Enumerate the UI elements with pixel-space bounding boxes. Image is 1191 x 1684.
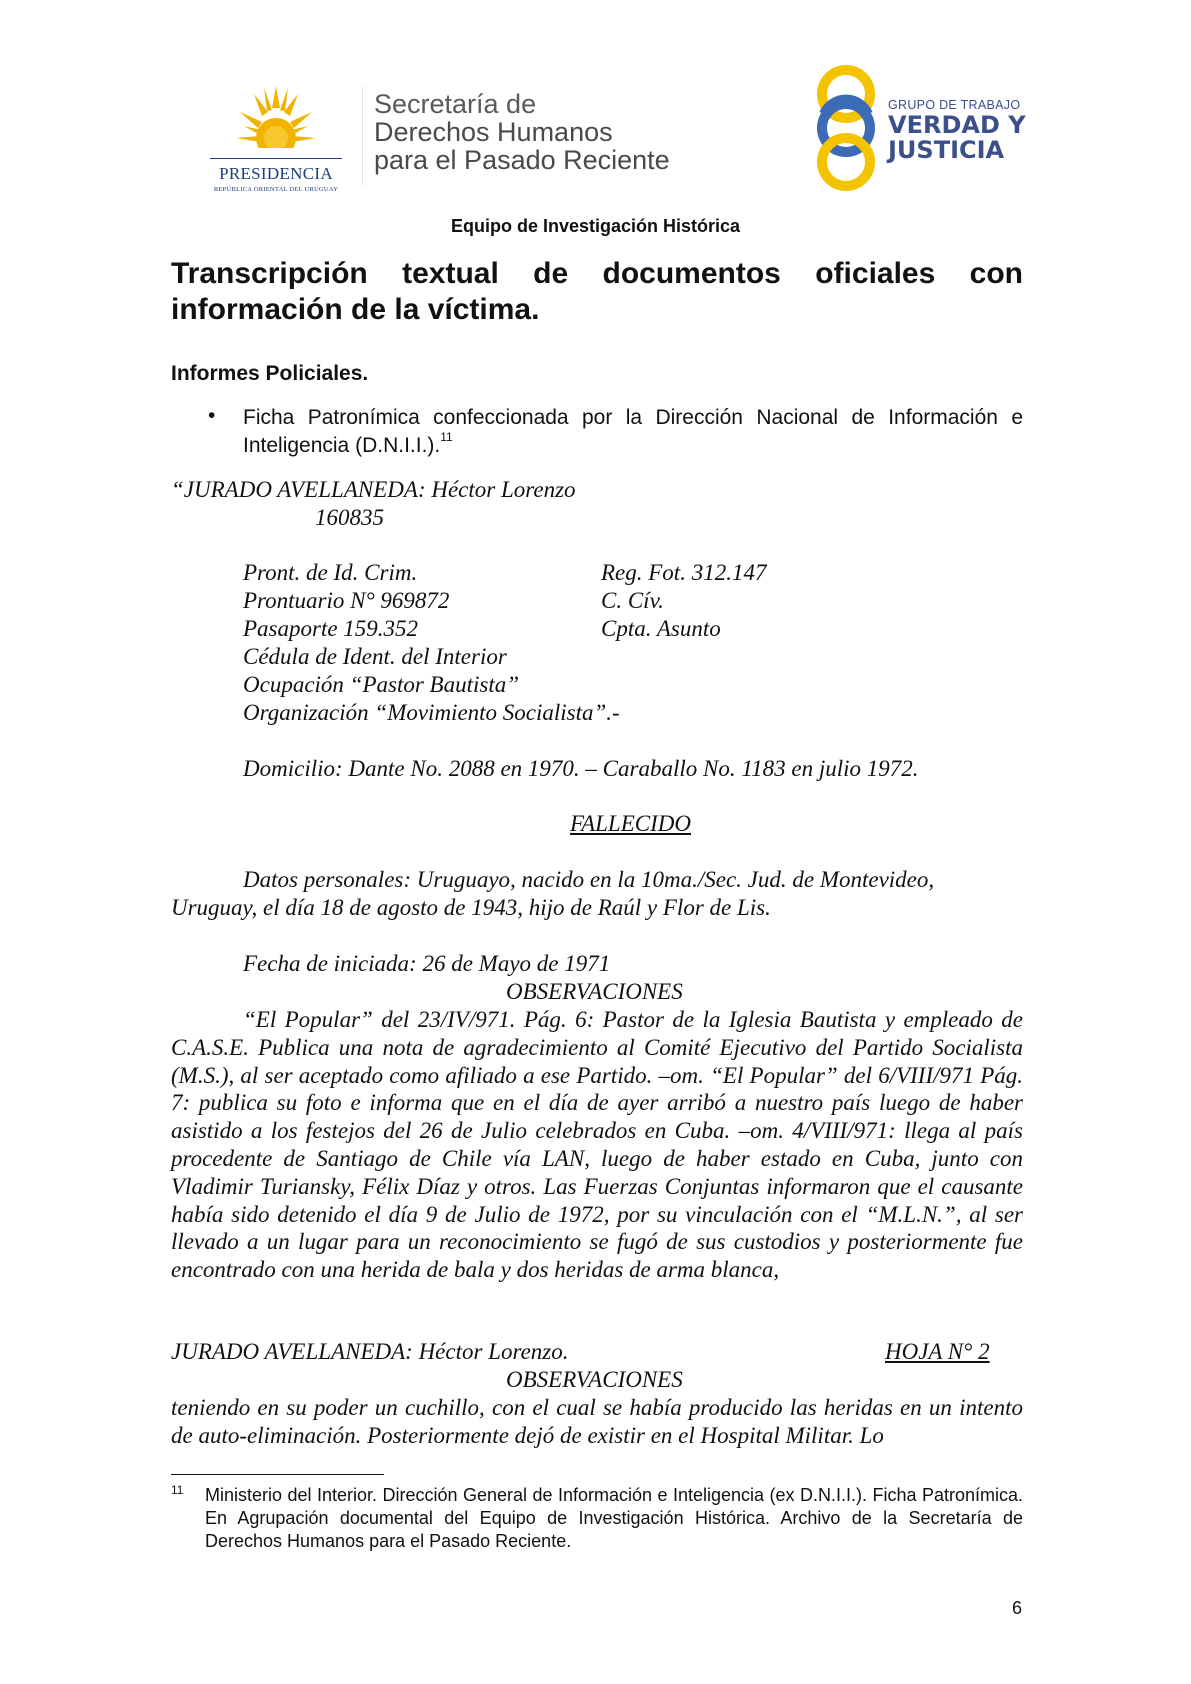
- observaciones-heading: OBSERVACIONES: [506, 979, 683, 1004]
- justicia-line: JUSTICIA: [888, 136, 1005, 164]
- observaciones-text-2: teniendo en su poder un cuchillo, con el cual se había producido las heridas en un intento de auto-eliminación. Posteriormente dejó de existir en el Hospital Militar. Lo: [171, 1395, 1023, 1448]
- hoja-number: HOJA N° 2: [885, 1339, 990, 1364]
- document-title: Transcripción textual de documentos oficiales con información de la víctima.: [171, 257, 1023, 326]
- footnote-ref: 11: [440, 430, 453, 444]
- team-heading: Equipo de Investigación Histórica: [450, 216, 741, 236]
- bullet-item: [243, 404, 1023, 460]
- section-heading: Informes Policiales.: [171, 362, 369, 385]
- presidencia-word: PRESIDENCIA: [219, 164, 333, 183]
- record-name: “JURADO AVELLANEDA: Héctor Lorenzo: [171, 477, 576, 502]
- domicilio: Domicilio: Dante No. 2088 en 1970. – Caraballo No. 1183 en julio 1972.: [243, 756, 919, 781]
- presidencia-divider: [210, 158, 342, 159]
- bullet-marker: •: [208, 404, 216, 427]
- rings-icon: [810, 64, 882, 192]
- verdad-justicia-label: [888, 113, 1026, 163]
- datos-line-1: Datos personales: Uruguayo, nacido en la 10ma./Sec. Jud. de Montevideo,: [243, 867, 935, 892]
- footnote-text: Ministerio del Interior. Dirección General de Información e Inteligencia (ex D.N.I.I.). Ficha Patronímica. En Agrupación documental del Equipo de Investigación Histórica. Archivo de la Secretaría de Derechos Humanos para el Pasado Reciente.: [205, 1485, 1023, 1551]
- observaciones-heading-2: OBSERVACIONES: [506, 1367, 683, 1392]
- footnote-divider: [171, 1474, 384, 1475]
- record-field-right: C. Cív.: [601, 588, 664, 613]
- page2-name: JURADO AVELLANEDA: Héctor Lorenzo.: [171, 1339, 569, 1364]
- record-field: Cédula de Ident. del Interior: [243, 644, 507, 669]
- page-header: [0, 60, 1191, 200]
- footnote-number: 11: [171, 1483, 184, 1497]
- presidencia-logo: [196, 82, 356, 212]
- fallecido-heading: FALLECIDO: [570, 811, 691, 836]
- fecha-iniciada: Fecha de iniciada: 26 de Mayo de 1971: [243, 951, 611, 976]
- record-field-right: Cpta. Asunto: [601, 616, 721, 641]
- secretaria-line-3: para el Pasado Reciente: [374, 145, 670, 175]
- observaciones-text: “El Popular” del 23/IV/971. Pág. 6: Pastor de la Iglesia Bautista y empleado de C.A.S.E. Publica una nota de agradecimiento al Comité Ejecutivo del Partido Socialista (M.S.), al ser aceptado como afiliado a ese Partido. –om. “El Popular” del 6/VIII/971 Pág. 7: publica su foto e informa que en el día de ayer arribó a nuestro país luego de haber asistido a los festejos del 26 de Julio celebrados en Cuba. –om. 4/VIII/971: llega al país procedente de Santiago de Chile vía LAN, luego de haber estado en Cuba, junto con Vladimir Turiansky, Félix Díaz y otros. Las Fuerzas Conjuntas informaron que el causante había sido detenido el día 9 de Julio de 1972, por su vinculación con el “M.L.N.”, al ser llevado a un lugar para un reconocimiento se fugó de sus custodios y posteriormente fue encontrado con una herida de bala y dos heridas de arma blanca,: [171, 1007, 1023, 1283]
- logo-separator: [362, 86, 363, 186]
- presidencia-subtitle: REPÚBLICA ORIENTAL DEL URUGUAY: [213, 186, 339, 193]
- secretaria-line-2: Derechos Humanos: [374, 117, 613, 147]
- record-number: 160835: [315, 505, 384, 530]
- record-field: Organización “Movimiento Socialista”.-: [243, 700, 620, 725]
- grupo-trabajo-label: GRUPO DE TRABAJO: [888, 98, 1021, 112]
- secretaria-logo-text: [374, 90, 670, 174]
- verdad-line: VERDAD Y: [888, 111, 1026, 139]
- page-number: 6: [1012, 1598, 1023, 1618]
- verdad-justicia-logo: [810, 64, 1050, 192]
- record-field-right: Reg. Fot. 312.147: [601, 560, 767, 585]
- bullet-text: Ficha Patronímica confeccionada por la Dirección Nacional de Información e Inteligencia (D.N.I.I.).: [243, 406, 1023, 457]
- record-field: Prontuario N° 969872: [243, 588, 450, 613]
- sun-icon: [234, 82, 318, 158]
- record-field: Ocupación “Pastor Bautista”: [243, 672, 520, 697]
- record-field: Pasaporte 159.352: [243, 616, 419, 641]
- record-field: Pront. de Id. Crim.: [243, 560, 418, 585]
- datos-line-2: Uruguay, el día 18 de agosto de 1943, hijo de Raúl y Flor de Lis.: [171, 895, 771, 920]
- secretaria-line-1: Secretaría de: [374, 89, 537, 119]
